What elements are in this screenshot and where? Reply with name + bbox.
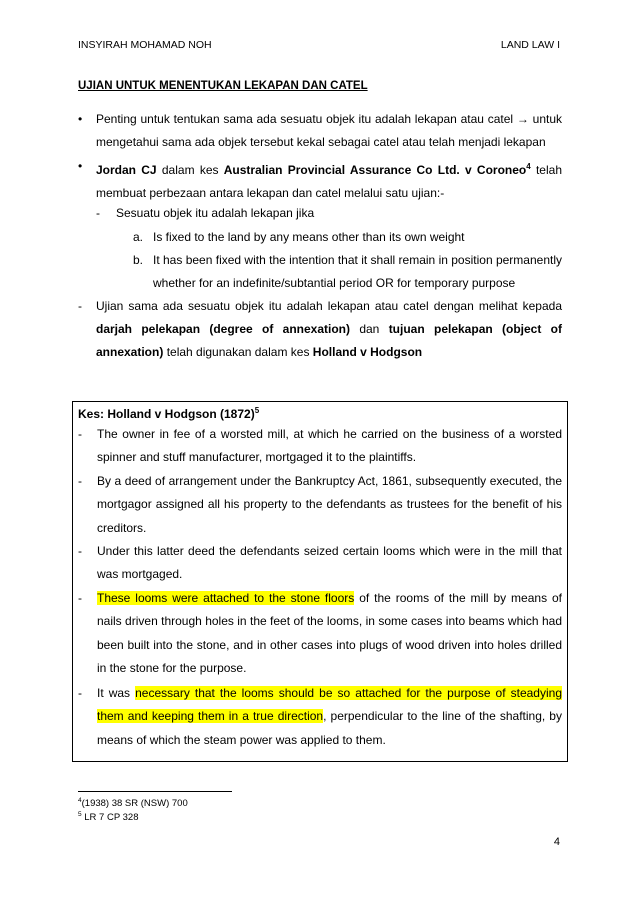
dash-text-continued: telah digunakan dalam kes: [166, 345, 310, 359]
list-item-b: [133, 249, 562, 295]
dash-marker: -: [78, 544, 82, 558]
footnote-ref: 5: [254, 406, 260, 415]
footnote-text: (1938) 38 SR (NSW) 700: [81, 798, 188, 810]
footnote-separator: [78, 791, 232, 792]
case-item-text: It was: [97, 686, 131, 700]
bullet-text-continued: telah membuat perbezaan antara lekapan dan catel melalui satu ujian:-: [96, 163, 562, 200]
list-marker: a.: [133, 230, 144, 244]
dash-text-mid: dan: [359, 322, 380, 336]
footnote-text: LR 7 CP 328: [84, 812, 139, 824]
bullet-text-continued: untuk mengetahui sama ada objek tersebut kekal sebagai catel atau telah menjadi lekapan: [96, 112, 563, 149]
dash-marker: -: [78, 299, 82, 313]
dash-text: Ujian sama ada sesuatu objek itu adalah lekapan atau catel dengan melihat kepada: [96, 299, 562, 313]
dash-marker: -: [78, 427, 82, 441]
footnote-4: [78, 797, 188, 809]
bullet-marker: •: [78, 112, 83, 126]
list-text: It has been fixed with the intention that it shall remain in position permanently whether for an indefinite/subtantial period OR for temporary purpose: [153, 253, 562, 290]
bullet-text: Penting untuk tentukan sama ada sesuatu objek itu adalah lekapan atau catel: [96, 112, 514, 126]
case-item-4: [78, 587, 562, 680]
case-item-1: [78, 423, 562, 470]
section-title: UJIAN UNTUK MENENTUKAN LEKAPAN DAN CATEL: [78, 80, 368, 92]
dash-item-1: [96, 202, 562, 225]
bold-term: darjah pelekapan (degree of annexation): [96, 322, 350, 336]
highlighted-text: These looms were attached to the stone floors: [97, 591, 355, 605]
case-box-title: [78, 406, 259, 421]
case-item-text: By a deed of arrangement under the Bankruptcy Act, 1861, subsequently executed, the mortgagor assigned all his property to the defendants as trustees for the benefit of his creditors.: [97, 474, 562, 535]
arrow-right-icon: →: [516, 112, 529, 126]
dash-marker: -: [96, 206, 100, 220]
dash-marker: -: [78, 686, 82, 700]
bullet-marker: •: [78, 159, 83, 173]
case-item-2: [78, 470, 562, 540]
case-name: Holland v Hodgson: [312, 345, 423, 359]
case-item-3: [78, 540, 562, 587]
case-item-text: of the rooms of the mill by means of nails driven through holes in the feet of the looms, in some cases into beams which had been built into the stone, and in other cases into plugs of wood driven into holes drilled in the stone for the purpose.: [97, 591, 562, 675]
list-text: Is fixed to the land by any means other than its own weight: [153, 230, 465, 244]
dash-marker: -: [78, 474, 82, 488]
bold-term: tujuan pelekapan (object of annexation): [96, 322, 562, 359]
case-box: [72, 401, 568, 762]
case-item-5: [78, 682, 562, 752]
judge-name: Jordan CJ: [96, 163, 157, 177]
case-item-text: Under this latter deed the defendants seized certain looms which were in the mill that was mortgaged.: [97, 544, 562, 582]
case-item-text: The owner in fee of a worsted mill, at which he carried on the business of a worsted spinner and stuff manufacturer, mortgaged it to the plaintiffs.: [97, 427, 562, 465]
header-subject: LAND LAW I: [500, 39, 560, 51]
case-name: Australian Provincial Assurance Co Ltd. v Coroneo: [223, 163, 527, 177]
case-item-text-continued: , perpendicular to the line of the shafting, by means of which the steam power was applied to them.: [97, 709, 562, 747]
dash-text: Sesuatu objek itu adalah lekapan jika: [116, 206, 315, 220]
footnote-number: 5: [78, 811, 82, 818]
list-marker: b.: [133, 253, 144, 267]
footnote-ref: 4: [526, 162, 531, 171]
bullet-item-2: [78, 155, 562, 205]
page-header: [78, 39, 560, 51]
footnote-5: [78, 811, 139, 823]
dash-item-2: [78, 295, 562, 364]
dash-marker: -: [78, 591, 82, 605]
header-author: INSYIRAH MOHAMAD NOH: [78, 39, 212, 51]
bullet-item-1: [78, 108, 562, 154]
highlighted-text: necessary that the looms should be so attached for the purpose of steadying them and keeping them in a true direction: [97, 686, 562, 724]
list-item-a: [133, 226, 562, 249]
bullet-text: dalam kes: [161, 163, 219, 177]
case-title-text: Kes: Holland v Hodgson (1872): [78, 407, 255, 421]
page-number: 4: [553, 836, 560, 848]
footnote-number: 4: [78, 797, 82, 804]
